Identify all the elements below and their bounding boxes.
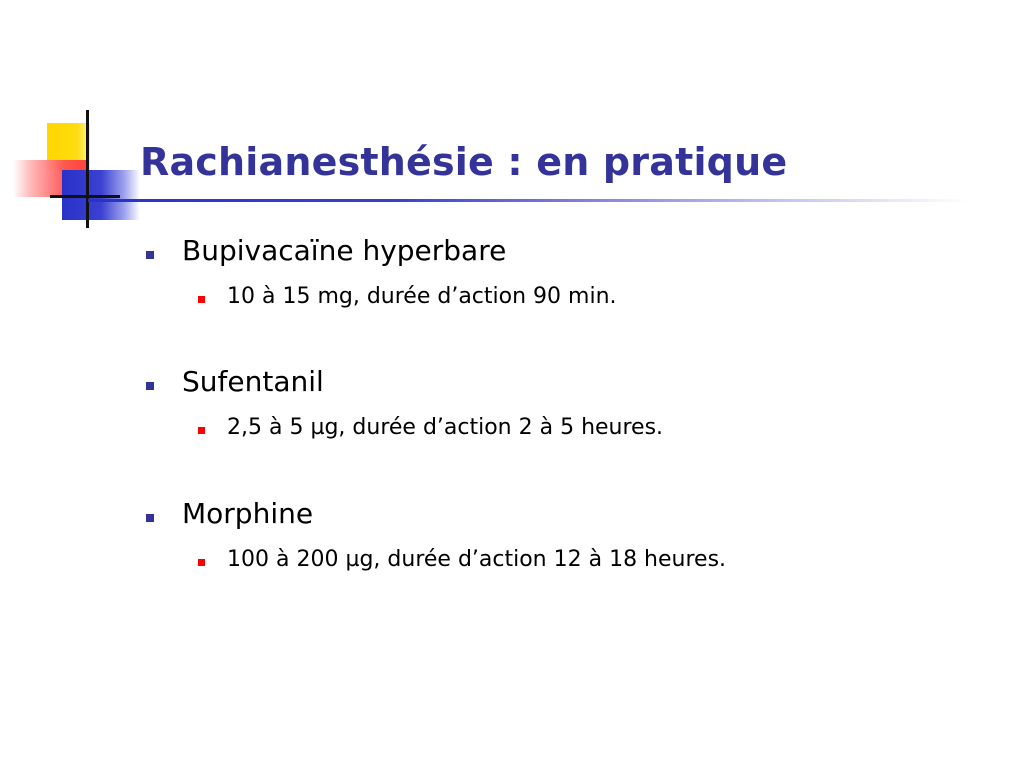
list-item-morphine: Morphine (182, 497, 314, 530)
dose-range: 2,5 à 5 (227, 415, 311, 440)
duration-text: , durée d’action 2 à 5 heures. (338, 415, 664, 440)
slide-title: Rachianesthésie : en pratique (140, 140, 788, 184)
level1-bullet (146, 382, 154, 390)
duration-text: , durée d’action 12 à 18 heures. (373, 547, 727, 572)
level1-bullet (146, 514, 154, 522)
dose-unit: µg (345, 547, 374, 572)
sub-item-bupivacaine-dose: 10 à 15 mg, durée d’action 90 min. (227, 284, 617, 309)
dose-range: 100 à 200 (227, 547, 346, 572)
level2-bullet (198, 559, 205, 566)
dose-unit: µg (310, 415, 339, 440)
level2-bullet (198, 427, 205, 434)
level2-bullet (198, 296, 205, 303)
level1-bullet (146, 251, 154, 259)
list-item-sufentanil: Sufentanil (182, 365, 324, 398)
sub-item-morphine-dose (227, 547, 726, 572)
sub-item-sufentanil-dose (227, 415, 663, 440)
list-item-bupivacaine: Bupivacaïne hyperbare (182, 234, 507, 267)
